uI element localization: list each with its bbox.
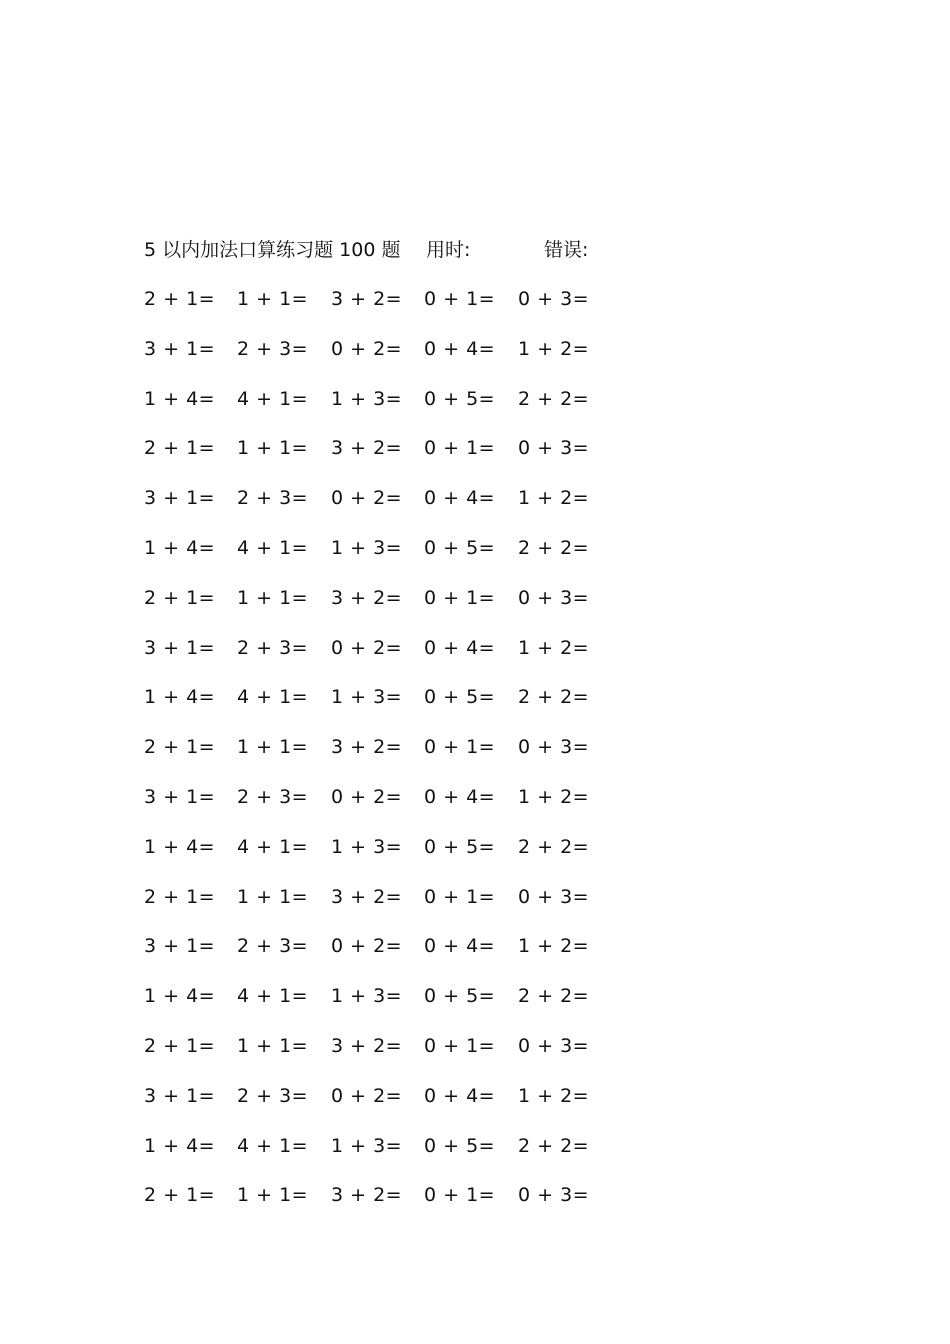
- problem-item: 1 + 4=: [144, 387, 216, 410]
- problem-item: 1 + 2=: [518, 337, 590, 360]
- problem-item: 0 + 4=: [424, 935, 496, 958]
- problem-row: [144, 633, 624, 683]
- problem-item: 2 + 2=: [518, 686, 590, 709]
- problem-item: 0 + 5=: [424, 686, 496, 709]
- problem-row: [144, 882, 624, 932]
- problem-item: 2 + 2=: [518, 536, 590, 559]
- problem-item: 0 + 3=: [518, 437, 590, 460]
- problem-item: 0 + 2=: [331, 785, 403, 808]
- problem-item: 3 + 1=: [144, 935, 216, 958]
- problem-item: 4 + 1=: [237, 835, 309, 858]
- problem-item: 0 + 1=: [424, 1184, 496, 1207]
- problem-item: 0 + 3=: [518, 586, 590, 609]
- problem-item: 0 + 4=: [424, 487, 496, 510]
- problem-item: 1 + 3=: [331, 686, 403, 709]
- problem-item: 3 + 2=: [331, 885, 403, 908]
- problem-item: 0 + 3=: [518, 1184, 590, 1207]
- problem-item: 0 + 5=: [424, 835, 496, 858]
- problem-item: 1 + 2=: [518, 785, 590, 808]
- problem-item: 4 + 1=: [237, 985, 309, 1008]
- problem-item: 1 + 4=: [144, 536, 216, 559]
- problem-item: 1 + 1=: [237, 586, 309, 609]
- worksheet-title: 5 以内加法口算练习题 100 题: [144, 239, 401, 261]
- problem-row: [144, 483, 624, 533]
- problem-item: 3 + 2=: [331, 736, 403, 759]
- problem-row: [144, 981, 624, 1031]
- problem-item: 1 + 3=: [331, 387, 403, 410]
- problem-item: 2 + 1=: [144, 885, 216, 908]
- problem-item: 3 + 2=: [331, 586, 403, 609]
- problem-item: 1 + 2=: [518, 1084, 590, 1107]
- problem-item: 1 + 1=: [237, 1184, 309, 1207]
- problem-item: 2 + 3=: [237, 935, 309, 958]
- problem-item: 0 + 2=: [331, 337, 403, 360]
- problem-item: 3 + 1=: [144, 337, 216, 360]
- problem-item: 2 + 2=: [518, 387, 590, 410]
- problem-item: 2 + 2=: [518, 835, 590, 858]
- problem-item: 2 + 1=: [144, 586, 216, 609]
- problem-item: 2 + 1=: [144, 288, 216, 310]
- problem-item: 4 + 1=: [237, 1134, 309, 1157]
- problem-item: 2 + 3=: [237, 487, 309, 510]
- problem-item: 1 + 3=: [331, 985, 403, 1008]
- problem-item: 2 + 3=: [237, 337, 309, 360]
- problem-item: 1 + 2=: [518, 935, 590, 958]
- problem-item: 2 + 2=: [518, 1134, 590, 1157]
- problem-row: [144, 1131, 624, 1181]
- problem-row: [144, 284, 624, 334]
- problem-item: 3 + 2=: [331, 288, 403, 310]
- problem-item: 2 + 1=: [144, 1034, 216, 1057]
- problem-item: 0 + 3=: [518, 1034, 590, 1057]
- problem-item: 0 + 3=: [518, 885, 590, 908]
- problem-item: 3 + 2=: [331, 1034, 403, 1057]
- problem-item: 0 + 5=: [424, 536, 496, 559]
- problem-item: 0 + 1=: [424, 736, 496, 759]
- problem-item: 0 + 4=: [424, 1084, 496, 1107]
- problem-row: [144, 334, 624, 384]
- problem-item: 0 + 1=: [424, 288, 496, 310]
- problem-item: 1 + 4=: [144, 1134, 216, 1157]
- problem-item: 3 + 2=: [331, 1184, 403, 1207]
- problem-item: 4 + 1=: [237, 686, 309, 709]
- problem-item: 1 + 1=: [237, 1034, 309, 1057]
- problem-item: 1 + 2=: [518, 636, 590, 659]
- problem-item: 0 + 4=: [424, 785, 496, 808]
- problem-item: 1 + 2=: [518, 487, 590, 510]
- problem-row: [144, 583, 624, 633]
- problem-row: [144, 931, 624, 981]
- problem-item: 0 + 3=: [518, 736, 590, 759]
- errors-label: 错误:: [544, 239, 589, 261]
- problem-row: [144, 1180, 624, 1230]
- problem-row: [144, 1081, 624, 1131]
- problem-item: 0 + 2=: [331, 636, 403, 659]
- problem-row: [144, 732, 624, 782]
- problem-item: 0 + 1=: [424, 885, 496, 908]
- problem-item: 0 + 2=: [331, 487, 403, 510]
- problem-item: 1 + 1=: [237, 885, 309, 908]
- problem-item: 0 + 5=: [424, 387, 496, 410]
- problem-item: 2 + 3=: [237, 636, 309, 659]
- problem-item: 2 + 1=: [144, 736, 216, 759]
- problem-item: 2 + 1=: [144, 1184, 216, 1207]
- problem-item: 2 + 2=: [518, 985, 590, 1008]
- problem-item: 1 + 3=: [331, 1134, 403, 1157]
- worksheet-header: [144, 236, 744, 264]
- problem-item: 4 + 1=: [237, 536, 309, 559]
- problem-item: 0 + 1=: [424, 586, 496, 609]
- problem-item: 3 + 1=: [144, 785, 216, 808]
- problem-item: 1 + 3=: [331, 835, 403, 858]
- problem-item: 2 + 1=: [144, 437, 216, 460]
- problem-row: [144, 533, 624, 583]
- problem-item: 1 + 1=: [237, 437, 309, 460]
- problem-item: 0 + 4=: [424, 337, 496, 360]
- problem-item: 0 + 1=: [424, 1034, 496, 1057]
- problem-row: [144, 832, 624, 882]
- problem-item: 0 + 2=: [331, 1084, 403, 1107]
- problem-item: 1 + 4=: [144, 686, 216, 709]
- problem-item: 1 + 3=: [331, 536, 403, 559]
- problem-item: 2 + 3=: [237, 1084, 309, 1107]
- problem-item: 1 + 4=: [144, 985, 216, 1008]
- time-spent-label: 用时:: [426, 239, 471, 261]
- problem-item: 3 + 1=: [144, 636, 216, 659]
- problem-item: 1 + 1=: [237, 736, 309, 759]
- problem-row: [144, 384, 624, 434]
- problem-row: [144, 682, 624, 732]
- problem-item: 0 + 5=: [424, 985, 496, 1008]
- problem-item: 3 + 1=: [144, 1084, 216, 1107]
- problem-item: 0 + 3=: [518, 288, 590, 310]
- problem-item: 4 + 1=: [237, 387, 309, 410]
- problem-row: [144, 1031, 624, 1081]
- problem-item: 2 + 3=: [237, 785, 309, 808]
- problem-row: [144, 782, 624, 832]
- problem-item: 1 + 4=: [144, 835, 216, 858]
- problem-item: 0 + 2=: [331, 935, 403, 958]
- problem-item: 0 + 5=: [424, 1134, 496, 1157]
- problem-row: [144, 433, 624, 483]
- problem-item: 1 + 1=: [237, 288, 309, 310]
- problem-item: 0 + 4=: [424, 636, 496, 659]
- problem-item: 3 + 1=: [144, 487, 216, 510]
- problem-item: 0 + 1=: [424, 437, 496, 460]
- problem-item: 3 + 2=: [331, 437, 403, 460]
- problem-grid: [144, 284, 624, 1230]
